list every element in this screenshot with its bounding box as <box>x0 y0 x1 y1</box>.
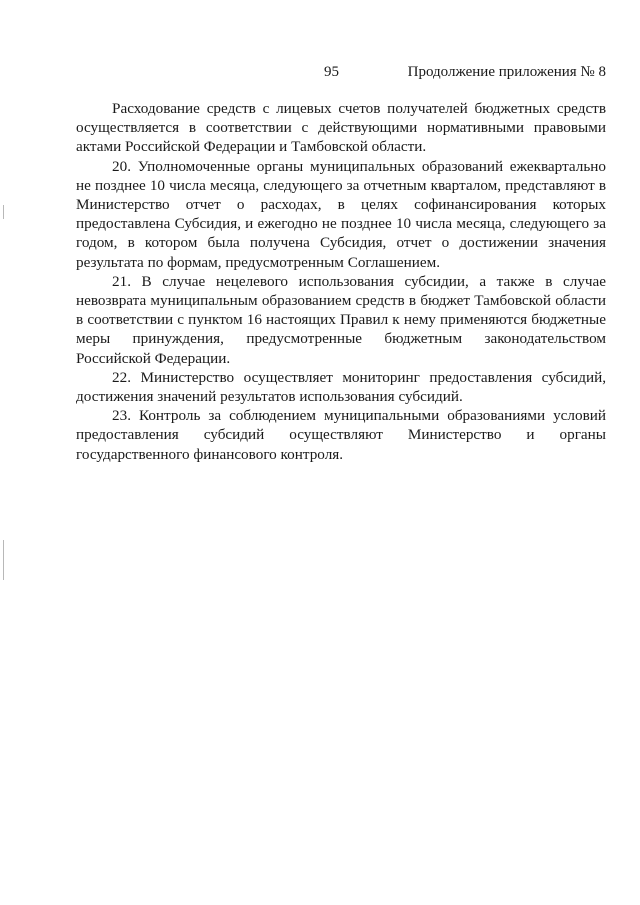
paragraph-23: 23. Контроль за соблюдением муниципальными образованиями условий предоставления субсидий осуществляют Министерство и органы государственного финансового контроля. <box>76 407 606 463</box>
scan-margin-mark <box>3 205 4 219</box>
page-header <box>76 64 606 86</box>
paragraph-21: 21. В случае нецелевого использования субсидии, а также в случае невозврата муниципальным образованием средств в бюджет Тамбовской области в соответствии с пунктом 16 настоящих Правил к нему применяются бюджетные меры принуждения, предусмотренные бюджетным законодательством Российской Федерации. <box>76 272 606 367</box>
document-body <box>76 99 606 464</box>
paragraph-expenditure: Расходование средств с лицевых счетов получателей бюджетных средств осуществляется в соответствии с действующими нормативными правовыми актами Российской Федерации и Тамбовской области. <box>76 100 606 156</box>
paragraph-20: 20. Уполномоченные органы муниципальных образований ежеквартально не позднее 10 числа месяца, следующего за отчетным кварталом, представляют в Министерство отчет о расходах, в целях софинансирования которых предоставлена Субсидия, и ежегодно не позднее 10 числа месяца, следующего за годом, в котором была получена Субсидия, отчет о достижении значения результата по формам, предусмотренным Соглашением. <box>76 157 606 271</box>
page-number: 95 <box>324 64 339 80</box>
scan-margin-mark <box>3 540 4 580</box>
appendix-continuation-note: Продолжение приложения № 8 <box>407 64 606 80</box>
paragraph-22: 22. Министерство осуществляет мониторинг предоставления субсидий, достижения значений результатов использования субсидий. <box>76 368 606 406</box>
